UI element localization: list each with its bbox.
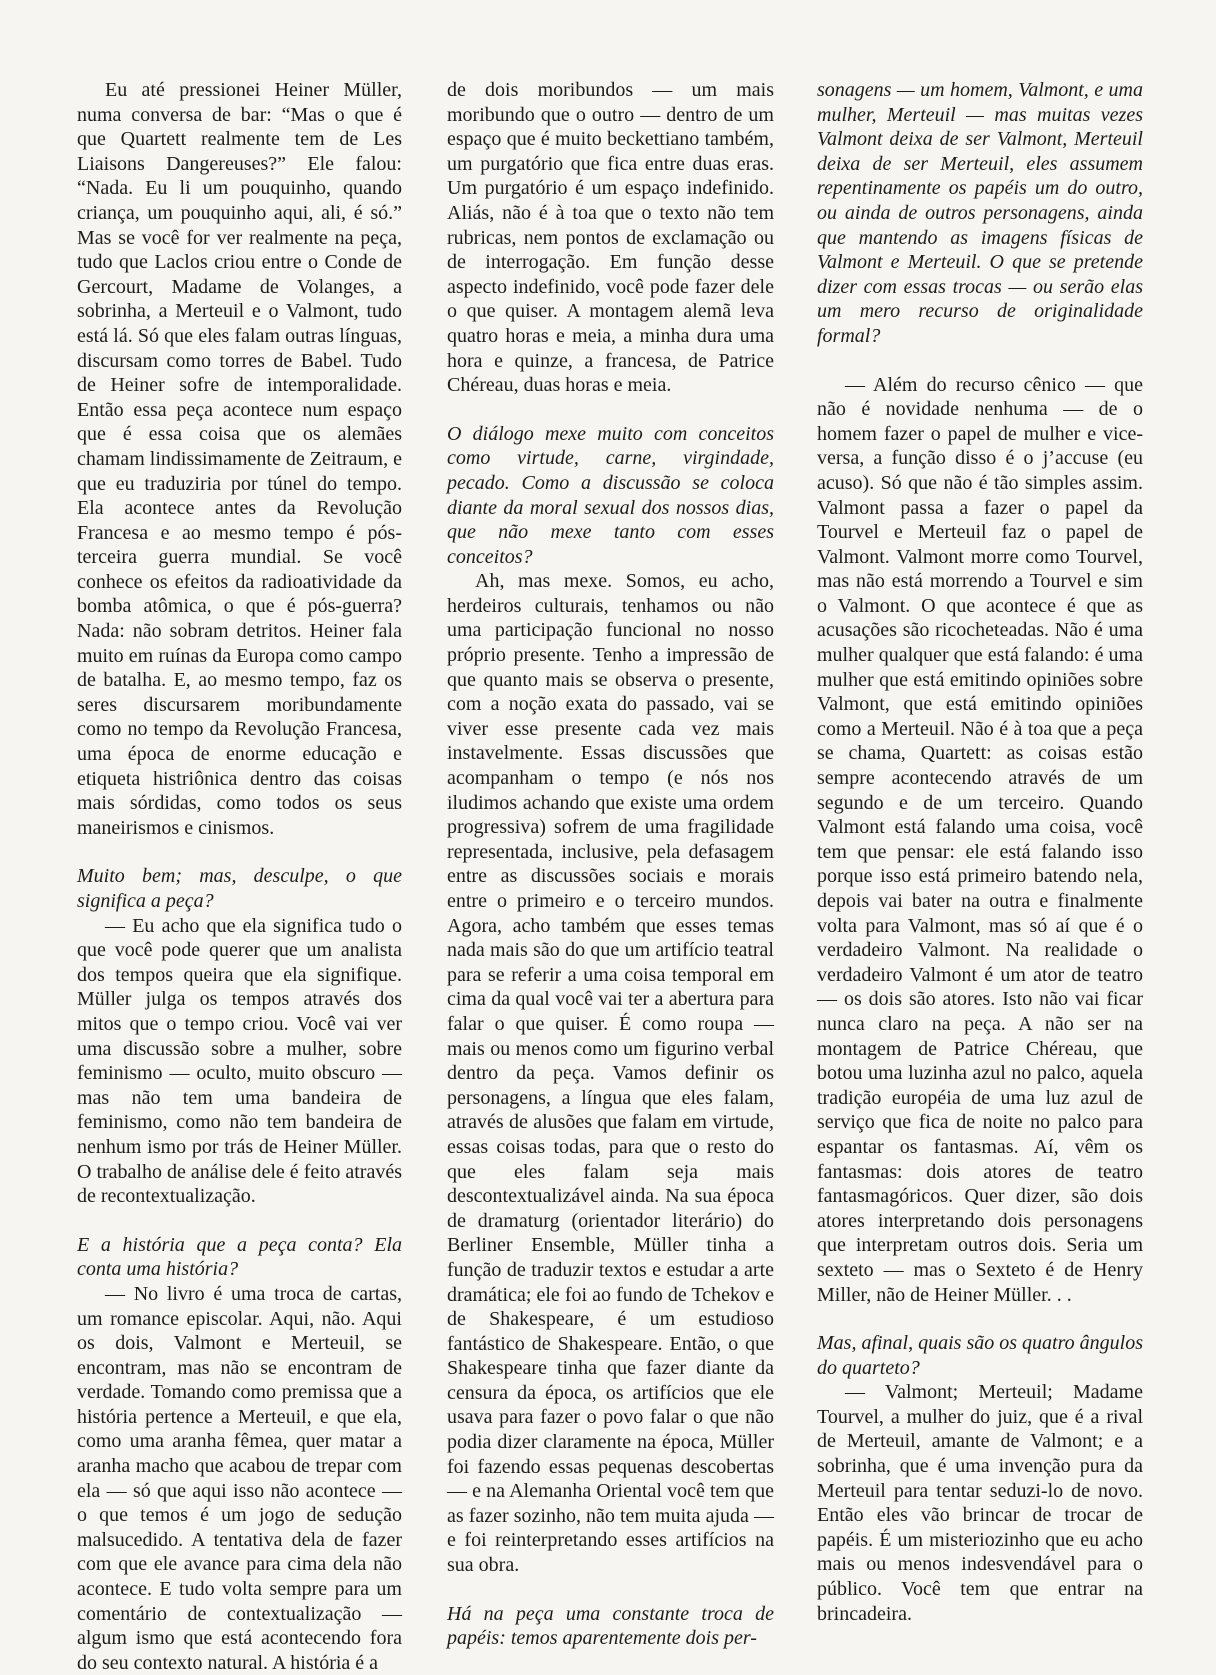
answer-paragraph: Ah, mas mexe. Somos, eu acho, herdeiros culturais, tenhamos ou não uma participação funcional no nosso próprio presente. Tenho a impressão de que quanto mais se observa o presente, com a noção exata do passado, vai se viver esse presente cada vez mais instavelmente. Essas discussões que acompanham o tempo (e nós nos iludimos achando que existe uma ordem progressiva) sofrem de uma fragilidade representada, inclusive, pela defasagem entre as discussões sociais e morais entre o primeiro e o terceiro mundos. Agora, acho também que esses temas nada mais são do que um artifício teatral para se referir a uma coisa temporal em cima da qual você vai ter a abertura para falar o que quiser. É como roupa — mais ou menos como um figurino verbal dentro da peça. Vamos definir os personagens, a língua que eles falam, através de alusões que falam em virtude, essas coisas todas, para que o resto do que eles falam seja mais descontextualizável ainda. Na sua época de dramaturg (orientador literário) do Berliner Ensemble, Müller tinha a função de traduzir textos e estudar a arte dramática; ele foi ao fundo de Tchekov e de Shakespeare, é um estudioso fantástico de Shakespeare. Então, o que Shakespeare tinha que fazer diante da censura da época, os artifícios que ele usava para fazer o povo falar o que não podia dizer claramente na época, Müller foi fazendo essas pequenas descobertas — e na Alemanha Oriental você tem que as fazer sozinho, não tem muita ajuda — e foi reinterpretando esses artifícios na sua obra. — [447, 570, 774, 1577]
answer-paragraph: — Valmont; Merteuil; Madame Tourvel, a mulher do juiz, que é a rival de Merteuil, amante de Valmont; e a sobrinha, que é uma invenção pura da Merteuil para tentar seduzi-lo de novo. Então eles vão brincar de trocar de papéis. É um misteriozinho que eu acho mais ou menos indesvendável para o público. Você tem que entrar na brincadeira. — [817, 1381, 1143, 1625]
question-continuation: sonagens — um homem, Valmont, e uma mulher, Merteuil — mas muitas vezes Valmont deixa de ser Valmont, Merteuil deixa de ser Merteuil, eles assumem repentinamente os papéis um do outro, ou ainda de outros personagens, ainda que mantendo as imagens físicas de Valmont e Merteuil. O que se pretende dizer com essas trocas — ou serão elas um mero recurso de originalidade formal? — [817, 79, 1143, 347]
answer-paragraph: Eu até pressionei Heiner Müller, numa conversa de bar: “Mas o que é que Quartett realmente tem de Les Liaisons Dangereuses?” Ele falou: “Nada. Eu li um pouquinho, quando criança, um pouquinho aqui, ali, é só.” Mas se você for ver realmente na peça, tudo que Laclos criou entre o Conde de Gercourt, Madame de Volanges, a sobrinha, a Merteuil e o Valmont, tudo está lá. Só que eles falam outras línguas, discursam como torres de Babel. Tudo de Heiner sofre de intemporalidade. Então essa peça acontece num espaço que é essa coisa que os alemães chamam lindissimamente de Zeitraum, e que eu traduziria por túnel do tempo. Ela acontece antes da Revolução Francesa e ao mesmo tempo é pós-terceira guerra mundial. Se você conhece os efeitos da radioatividade da bomba atômica, o que é pós-guerra? Nada: não sobram detritos. Heiner fala muito em ruínas da Europa como campo de batalha. E, ao mesmo tempo, faz os seres discursarem moribundamente como no tempo da Revolução Francesa, uma época de enorme educação e etiqueta histriônica dentro das coisas mais sórdidas, como todos os seus maneirismos e cinismos. — [77, 79, 402, 839]
answer-continuation: de dois moribundos — um mais moribundo que o outro — dentro de um espaço que é muito beckettiano também, um purgatório que fica entre duas eras. Um purgatório é um espaço indefinido. Aliás, não é à toa que o texto não tem rubricas, nem pontos de exclamação ou de interrogação. Em função desse aspecto indefinido, você pode fazer dele o que quiser. A montagem alemã leva quatro horas e meia, a minha dura uma hora e quinze, a francesa, de Patrice Chéreau, duas horas e meia. — [447, 79, 774, 397]
interview-question: E a história que a peça conta? Ela conta uma história? — [77, 1233, 402, 1281]
interview-question: Há na peça uma constante troca de papéis: temos aparentemente dois per- — [447, 1602, 774, 1650]
text-column-1 — [77, 78, 402, 1675]
interview-question: Mas, afinal, quais são os quatro ângulos do quarteto? — [817, 1332, 1143, 1379]
interview-question: O diálogo mexe muito com conceitos como virtude, carne, virgindade, pecado. Como a discussão se coloca diante da moral sexual dos nossos dias, que não mexe tanto com esses conceitos? — [447, 422, 774, 568]
text-column-3 — [817, 78, 1143, 1626]
interview-question: Muito bem; mas, desculpe, o que significa a peça? — [77, 865, 402, 912]
text-column-2 — [447, 78, 774, 1651]
answer-paragraph: — No livro é uma troca de cartas, um romance episcolar. Aqui, não. Aqui os dois, Valmont e Merteuil, se encontram, mas não se encontram de verdade. Tomando como premissa que a história pertence a Merteuil, e que ela, como uma aranha fêmea, quer matar a aranha macho que acabou de trepar com ela — só que aqui isso não acontece — o que temos é um jogo de sedução malsucedido. A tentativa dela de fazer com que ele avance para cima dela não acontece. E tudo volta sempre para um comentário de contextualização — algum ismo que está acontecendo fora do seu contexto natural. A história é a — [77, 1282, 402, 1674]
answer-paragraph: — Além do recurso cênico — que não é novidade nenhuma — de o homem fazer o papel de mulher e vice-versa, a função disso é o j’accuse (eu acuso). Só que não é tão simples assim. Valmont passa a fazer o papel da Tourvel e Merteuil faz o papel de Valmont. Valmont morre como Tourvel, mas não está morrendo a Tourvel e sim o Valmont. O que acontece é que as acusações são ricocheteadas. Não é uma mulher qualquer que está falando: é uma mulher que está emitindo opiniões sobre Valmont, que está emitindo opiniões como a Merteuil. Não é à toa que a peça se chama, Quartett: as coisas estão sempre acontecendo através de um segundo e de um terceiro. Quando Valmont está falando uma coisa, você tem que pensar: ele está falando isso porque isso está primeiro batendo nela, depois vai bater na outra e finalmente volta para Valmont, mas só aí que é o verdadeiro Valmont. Na realidade o verdadeiro Valmont é um ator de teatro — os dois são atores. Isto não vai ficar nunca claro na peça. A não ser na montagem de Patrice Chéreau, que botou uma luzinha azul no palco, aquela tradição européia de uma luz azul de serviço que fica de noite no palco para espantar os fantasmas. Aí, vêm os fantasmas: dois atores de teatro fantasmagóricos. Quer dizer, são dois atores interpretando dois personagens que interpretam outros dois. Seria um sexteto — mas o Sexteto é de Henry Miller, não de Heiner Müller. . . — [817, 373, 1143, 1306]
answer-paragraph: — Eu acho que ela significa tudo o que você pode querer que um analista dos tempos queira que ela signifique. Müller julga os tempos através dos mitos que o tempo criou. Você vai ver uma discussão sobre a mulher, sobre feminismo — oculto, muito obscuro — mas não tem uma bandeira de feminismo, como não tem bandeira de nenhum ismo por trás de Heiner Müller. O trabalho de análise dele é feito através de recontextualização. — [77, 914, 402, 1208]
